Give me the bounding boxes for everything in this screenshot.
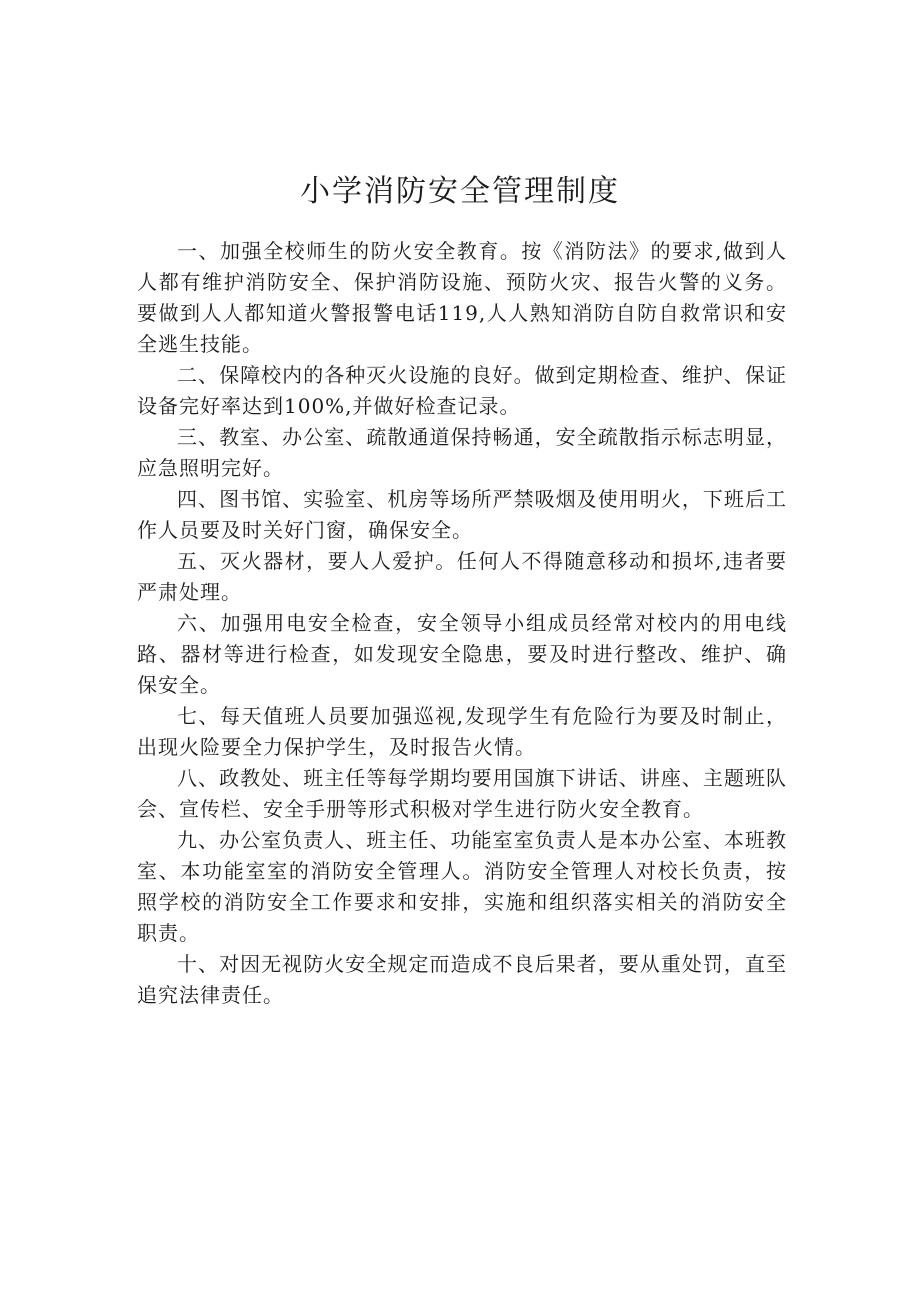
rule-paragraph-7: 七、每天值班人员要加强巡视,发现学生有危险行为要及时制止，出现火险要全力保护学生，及时报告火情。 — [137, 704, 787, 759]
rule-paragraph-8: 八、政教处、班主任等每学期均要用国旗下讲话、讲座、主题班队会、宣传栏、安全手册等形式积极对学生进行防火安全教育。 — [137, 766, 787, 821]
rule-paragraph-1: 一、加强全校师生的防火安全教育。按《消防法》的要求,做到人人都有维护消防安全、保护消防设施、预防火灾、报告火警的义务。要做到人人都知道火警报警电话119,人人熟知消防自防自救常识和安全逃生技能。 — [137, 239, 787, 356]
rule-paragraph-6: 六、加强用电安全检查，安全领导小组成员经常对校内的用电线路、器材等进行检查，如发现安全隐患，要及时进行整改、维护、确保安全。 — [137, 611, 787, 697]
rule-paragraph-4: 四、图书馆、实验室、机房等场所严禁吸烟及使用明火，下班后工作人员要及时关好门窗，确保安全。 — [137, 487, 787, 542]
rule-paragraph-10: 十、对因无视防火安全规定而造成不良后果者，要从重处罚，直至追究法律责任。 — [137, 952, 787, 1007]
rule-paragraph-3: 三、教室、办公室、疏散通道保持畅通，安全疏散指示标志明显，应急照明完好。 — [137, 425, 787, 480]
document-title: 小学消防安全管理制度 — [300, 174, 620, 209]
document-body — [137, 236, 787, 1011]
rule-paragraph-5: 五、灭火器材，要人人爱护。任何人不得随意移动和损坏,违者要严肃处理。 — [137, 549, 787, 604]
rule-paragraph-9: 九、办公室负责人、班主任、功能室室负责人是本办公室、本班教室、本功能室室的消防安全管理人。消防安全管理人对校长负责，按照学校的消防安全工作要求和安排，实施和组织落实相关的消防安全职责。 — [137, 828, 787, 945]
rule-paragraph-2: 二、保障校内的各种灭火设施的良好。做到定期检查、维护、保证设备完好率达到100%,并做好检查记录。 — [137, 363, 787, 418]
